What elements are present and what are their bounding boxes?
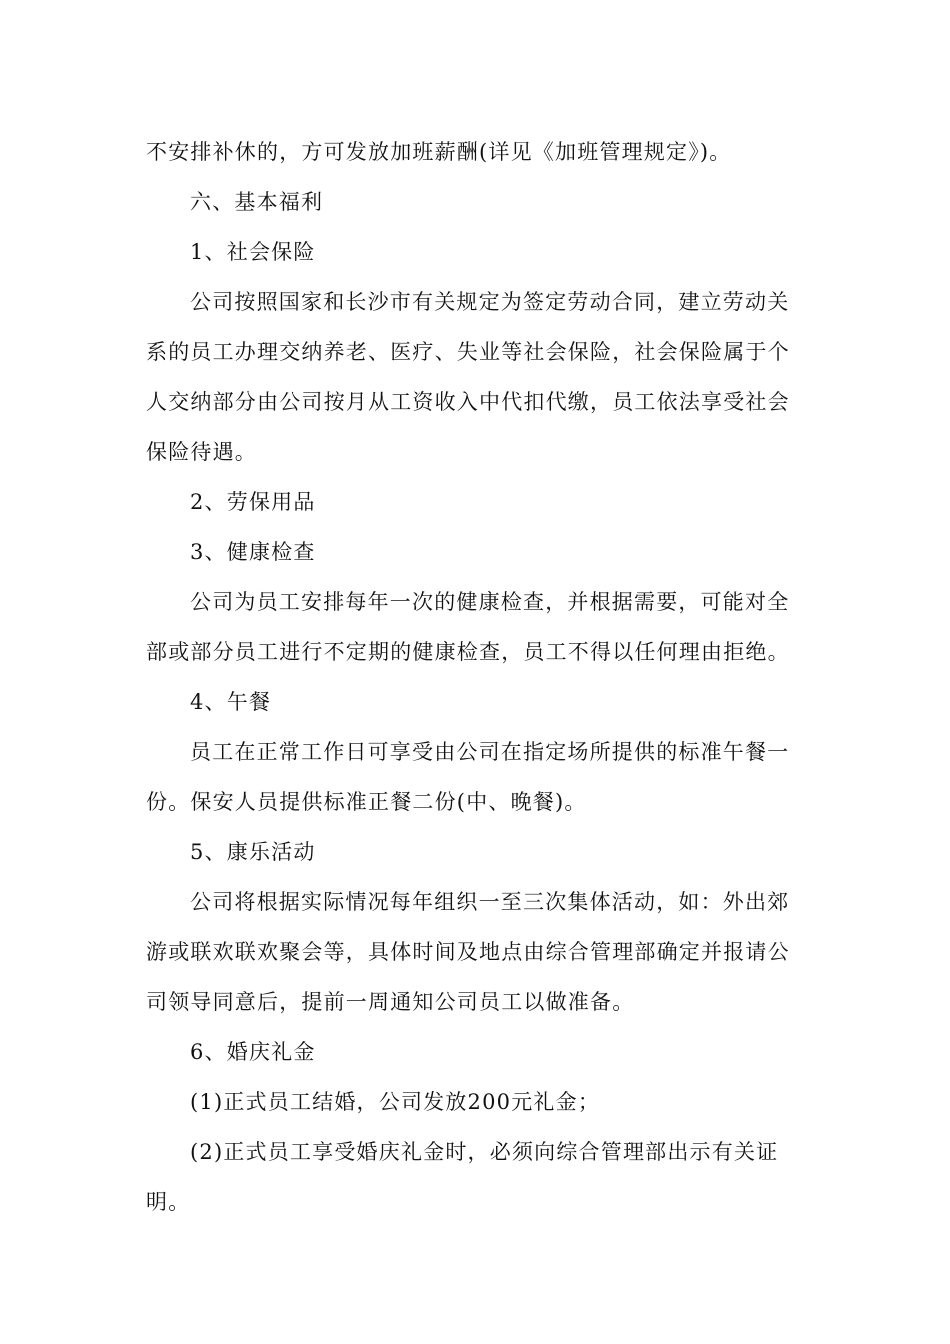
paragraph-line: 份。保安人员提供标准正餐二份(中、晚餐)。	[146, 790, 587, 814]
subsection-heading: 5、康乐活动	[190, 840, 316, 864]
list-item: (2)正式员工享受婚庆礼金时，必须向综合管理部出示有关证	[190, 1140, 779, 1164]
paragraph-line: 不安排补休的，方可发放加班薪酬(详见《加班管理规定》)。	[146, 140, 732, 164]
paragraph-line: 游或联欢联欢聚会等，具体时间及地点由综合管理部确定并报请公	[146, 940, 790, 964]
document-page	[146, 127, 806, 1227]
paragraph-line: 公司将根据实际情况每年组织一至三次集体活动，如：外出郊	[190, 890, 790, 914]
list-item: (1)正式员工结婚，公司发放200元礼金；	[190, 1090, 601, 1114]
subsection-heading: 4、午餐	[190, 690, 272, 714]
paragraph-line: 公司按照国家和长沙市有关规定为签定劳动合同，建立劳动关	[190, 290, 790, 314]
subsection-heading: 2、劳保用品	[190, 490, 316, 514]
paragraph-line: 系的员工办理交纳养老、医疗、失业等社会保险，社会保险属于个	[146, 340, 790, 364]
paragraph-line: 员工在正常工作日可享受由公司在指定场所提供的标准午餐一	[190, 740, 790, 764]
paragraph-line: 保险待遇。	[146, 440, 257, 464]
subsection-heading: 3、健康检查	[190, 540, 316, 564]
paragraph-line: 司领导同意后，提前一周通知公司员工以做准备。	[146, 990, 635, 1014]
paragraph-line: 明。	[146, 1190, 191, 1214]
paragraph-line: 部或部分员工进行不定期的健康检查，员工不得以任何理由拒绝。	[146, 640, 790, 664]
section-heading: 六、基本福利	[190, 190, 324, 214]
paragraph-line: 人交纳部分由公司按月从工资收入中代扣代缴，员工依法享受社会	[146, 390, 790, 414]
subsection-heading: 6、婚庆礼金	[190, 1040, 316, 1064]
subsection-heading: 1、社会保险	[190, 240, 316, 264]
paragraph-line: 公司为员工安排每年一次的健康检查，并根据需要，可能对全	[190, 590, 790, 614]
